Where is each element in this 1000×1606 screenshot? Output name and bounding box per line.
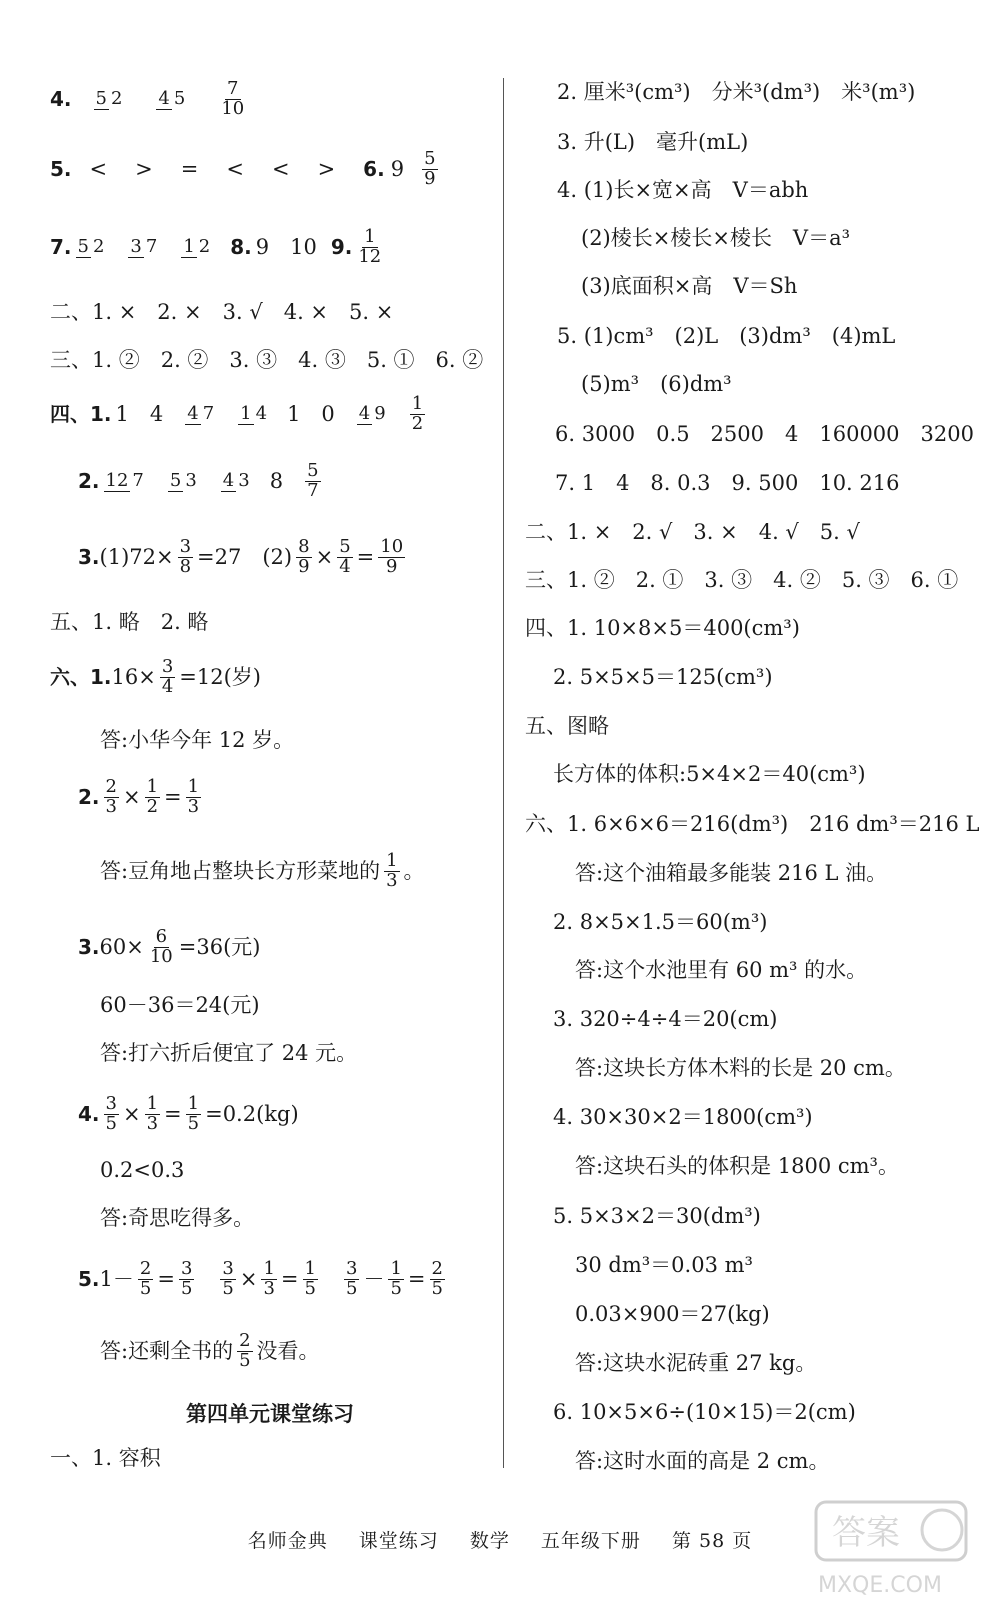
r-section-liu-1: 六、1. 6×6×6＝216(dm³) 216 dm³＝216 L (525, 812, 980, 836)
r-liu-2-answer: 答:这个水池里有 60 m³ 的水。 (575, 958, 868, 982)
section-liu-1: 六、1. 16× $\frac{3}{4}$ =12(岁) (50, 656, 261, 697)
answer-4: 4. 5 2 4 5 $\frac{7}{10}$ (50, 78, 245, 119)
section-si-1: 四、1. 1 4 4 7 1 4 1 0 4 9 $\frac{1}{2}$ (50, 393, 424, 434)
section-si-2: 2. 12 7 5 3 4 3 8 $\frac{5}{7}$ (78, 460, 319, 501)
watermark-logo (810, 1498, 980, 1598)
r-answer-6: 6. 3000 0.5 2500 4 160000 3200 (555, 422, 974, 446)
r-answer-4-2: (2)棱长×棱长×棱长 V＝a³ (581, 226, 851, 250)
footer-series: 课堂练习 (358, 1530, 439, 1552)
section-si-3: 3. (1)72× $\frac{3}{8}$ =27 (2) $\frac{8}{9}$ × $\frac{5}{4}$ = $\frac{10}{9}$ (78, 536, 404, 577)
r-answer-5-b: (5)m³ (6)dm³ (581, 372, 732, 396)
liu-2-answer: 答:豆角地占整块长方形菜地的 $\frac{1}{3}$ 。 (100, 850, 425, 891)
r-liu-6-answer: 答:这时水面的高是 2 cm。 (575, 1449, 830, 1473)
liu-5-answer: 答:还剩全书的 $\frac{2}{5}$ 没看。 (100, 1330, 320, 1371)
r-liu-5-answer: 答:这块水泥砖重 27 kg。 (575, 1351, 817, 1375)
r-wu-volume: 长方体的体积:5×4×2＝40(cm³) (553, 762, 866, 786)
answer-7-8-9: 7. 5 2 3 7 1 2 8. 9 10 9. $\frac{1}{12}$ (50, 226, 382, 267)
r-liu-4-answer: 答:这块石头的体积是 1800 cm³。 (575, 1154, 899, 1178)
r-answer-2: 2. 厘米³(cm³) 分米³(dm³) 米³(m³) (557, 80, 916, 104)
r-section-si-2: 2. 5×5×5＝125(cm³) (553, 665, 773, 689)
r-answer-3: 3. 升(L) 毫升(mL) (557, 130, 749, 154)
footer-brand: 名师金典 (247, 1530, 328, 1552)
r-liu-5-step-1: 30 dm³＝0.03 m³ (575, 1253, 753, 1277)
footer-grade: 五年级下册 (540, 1530, 641, 1552)
r-section-er: 二、1. × 2. √ 3. × 4. √ 5. √ (525, 520, 860, 544)
section-san: 三、1. ② 2. ② 3. ③ 4. ③ 5. ① 6. ② (50, 348, 484, 372)
section-liu-2: 2. $\frac{2}{3}$ × $\frac{1}{2}$ = $\frac{1}{3}$ (78, 776, 200, 817)
footer-page-number: 第 58 页 (671, 1530, 753, 1552)
section-liu-5: 5. 1－ $\frac{2}{5}$ = $\frac{3}{5}$ $\frac{3}{5}$ × $\frac{1}{3}$ = $\frac{1}{5}$ $\frac{3}{5}$ － $\frac{1}{5}$ = $\frac{2}{5}$ (78, 1258, 443, 1299)
liu-4-answer: 答:奇思吃得多。 (100, 1206, 255, 1230)
r-section-liu-3: 3. 320÷4÷4＝20(cm) (553, 1007, 778, 1031)
section-liu-4: 4. $\frac{3}{5}$ × $\frac{1}{3}$ = $\frac{1}{5}$ =0.2(kg) (78, 1093, 299, 1134)
liu-3-step: 60－36＝24(元) (100, 993, 260, 1017)
liu-1-answer: 答:小华今年 12 岁。 (100, 728, 295, 752)
r-section-liu-5: 5. 5×3×2＝30(dm³) (553, 1204, 761, 1228)
r-section-si-1: 四、1. 10×8×5＝400(cm³) (525, 616, 800, 640)
unit-4-heading: 第四单元课堂练习 (186, 1402, 354, 1426)
r-section-liu-4: 4. 30×30×2＝1800(cm³) (553, 1105, 813, 1129)
r-liu-3-answer: 答:这块长方体木料的长是 20 cm。 (575, 1056, 906, 1080)
answer-5: 5. < > = < < > 6. 9 $\frac{5}{9}$ (50, 148, 436, 189)
r-section-san: 三、1. ② 2. ① 3. ③ 4. ② 5. ③ 6. ① (525, 568, 959, 592)
r-answer-5-a: 5. (1)cm³ (2)L (3)dm³ (4)mL (557, 324, 896, 348)
footer-subject: 数学 (469, 1530, 510, 1552)
r-answer-4-1: 4. (1)长×宽×高 V＝abh (557, 178, 809, 202)
section-er: 二、1. × 2. × 3. √ 4. × 5. × (50, 300, 394, 324)
section-liu-3: 3. 60× $\frac{6}{10}$ =36(元) (78, 926, 261, 967)
column-divider (503, 78, 504, 1468)
r-liu-5-step-2: 0.03×900＝27(kg) (575, 1302, 770, 1326)
liu-4-step: 0.2<0.3 (100, 1158, 185, 1182)
r-answer-4-3: (3)底面积×高 V＝Sh (581, 274, 798, 298)
r-section-liu-2: 2. 8×5×1.5＝60(m³) (553, 910, 768, 934)
r-section-wu: 五、图略 (525, 714, 609, 738)
r-answer-7-10: 7. 1 4 8. 0.3 9. 500 10. 216 (555, 471, 900, 495)
svg-text:答案: 答案 (832, 1513, 900, 1553)
section-yi-1: 一、1. 容积 (50, 1446, 161, 1470)
section-wu: 五、1. 略 2. 略 (50, 610, 209, 634)
liu-3-answer: 答:打六折后便宜了 24 元。 (100, 1041, 358, 1065)
r-section-liu-6: 6. 10×5×6÷(10×15)＝2(cm) (553, 1400, 856, 1424)
r-liu-1-answer: 答:这个油箱最多能装 216 L 油。 (575, 861, 888, 885)
svg-text:MXQE.COM: MXQE.COM (818, 1573, 942, 1598)
